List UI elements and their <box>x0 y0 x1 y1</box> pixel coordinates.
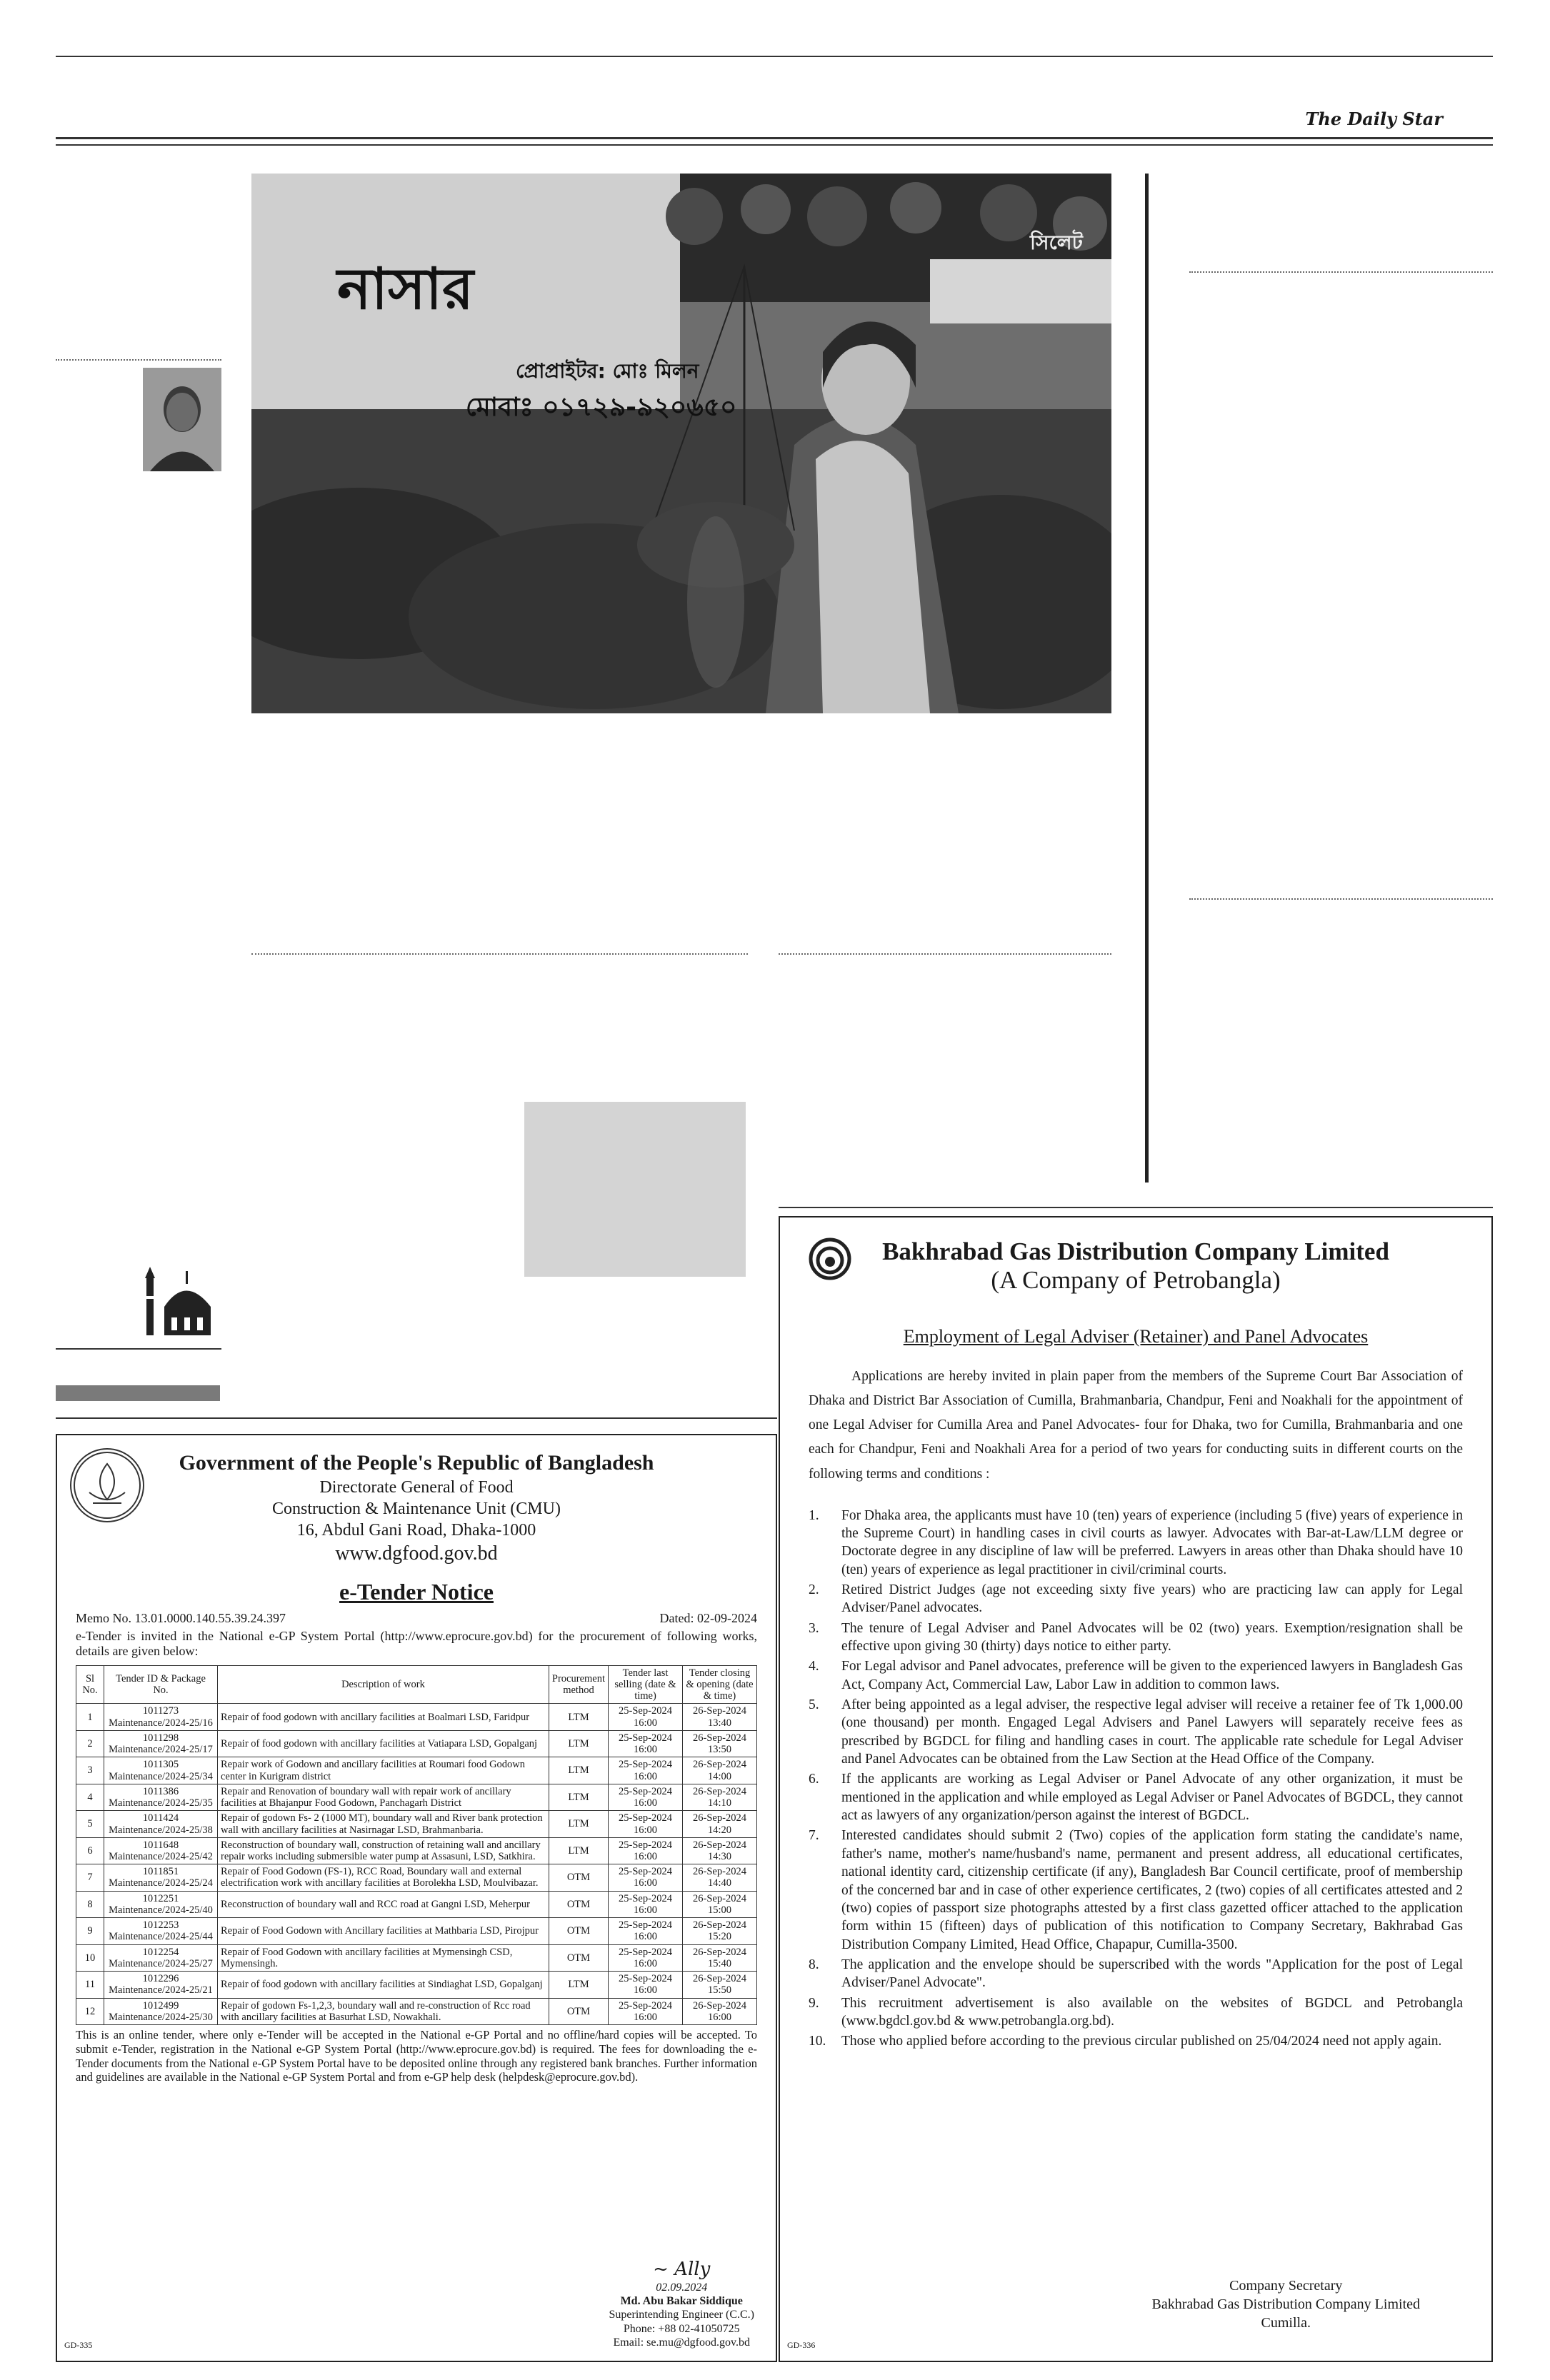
term-item <box>809 1827 1463 1953</box>
cell-method: LTM <box>549 1811 608 1837</box>
cell-closing: 26-Sep-2024 15:40 <box>683 1944 757 1971</box>
cell-tender-id: 1011851 Maintenance/2024-25/24 <box>104 1864 218 1891</box>
table-row <box>76 1784 757 1810</box>
gov-website: www.dgfood.gov.bd <box>335 1542 498 1565</box>
right-divider-2 <box>1189 898 1493 900</box>
mosque-icon <box>143 1257 221 1339</box>
cell-tender-id: 1011648 Maintenance/2024-25/42 <box>104 1837 218 1864</box>
cell-tender-id: 1011305 Maintenance/2024-25/34 <box>104 1757 218 1784</box>
cell-closing: 26-Sep-2024 14:10 <box>683 1784 757 1810</box>
author-avatar <box>143 368 221 471</box>
cell-tender-id: 1012254 Maintenance/2024-25/27 <box>104 1944 218 1971</box>
cell-sl: 7 <box>76 1864 104 1891</box>
cell-closing: 26-Sep-2024 14:00 <box>683 1757 757 1784</box>
cell-last-selling: 25-Sep-2024 16:00 <box>609 1784 683 1810</box>
table-row <box>76 1704 757 1730</box>
term-item <box>809 2032 1463 2050</box>
term-text: Those who applied before according to the previous circular published on 25/04/2024 need not apply again. <box>841 2034 1442 2049</box>
term-number: 2. <box>809 1582 819 1597</box>
col-sl: Sl No. <box>76 1665 104 1704</box>
term-number: 5. <box>809 1697 819 1713</box>
table-row <box>76 1864 757 1891</box>
cell-method: OTM <box>549 1944 608 1971</box>
cell-tender-id: 1011298 Maintenance/2024-25/17 <box>104 1730 218 1757</box>
tender-intro: e-Tender is invited in the National e-GP System Portal (http://www.eprocure.gov.bd) for the procurement of following works, details are given below: <box>76 1628 757 1659</box>
gas-company-name: Bakhrabad Gas Distribution Company Limited <box>882 1237 1389 1265</box>
term-number: 1. <box>809 1507 819 1523</box>
cell-tender-id: 1012251 Maintenance/2024-25/40 <box>104 1891 218 1917</box>
term-number: 8. <box>809 1957 819 1972</box>
gov-ad-code: GD-335 <box>64 2340 93 2350</box>
term-number: 6. <box>809 1772 819 1787</box>
cell-sl: 12 <box>76 1998 104 2024</box>
handwritten-signature: ~ Ally <box>653 2258 711 2280</box>
right-bottom-rule <box>779 1207 1493 1208</box>
banner-proprietor: প্রোপ্রাইটর: মোঃ মিলন <box>516 359 699 383</box>
cell-method: LTM <box>549 1757 608 1784</box>
term-item <box>809 1994 1463 2031</box>
cell-description: Repair of godown Fs-1,2,3, boundary wall and re-construction of Rcc road with ancillary facilities at Basurhat LSD, Nowakhali. <box>218 1998 549 2024</box>
gas-subtitle: (A Company of Petrobangla) <box>991 1266 1281 1294</box>
cell-closing: 26-Sep-2024 15:50 <box>683 1972 757 1998</box>
cell-method: OTM <box>549 1998 608 2024</box>
cell-sl: 5 <box>76 1811 104 1837</box>
term-text: Interested candidates should submit 2 (Two) copies of the application form stating the candidate's name, father's name, mother's name/husband's name, permanent and present address, all educational certificates, national identity card, citizenship certificate (if any), Bangladesh Bar Council certificate, proof of membership of the concerned bar and in case of other experience certificates, 2 (two) copies of all certificates attested and 2 (two) copies of passport size photographs attested by a first class gazetted officer attached to the application form within 15 (fifteen) days of publication of this notification to Company Secretary, Bakhrabad Gas Distribution Company Limited, Head Office, Chapapur, Cumilla-3500. <box>841 1828 1463 1952</box>
gas-sign-company: Bakhrabad Gas Distribution Company Limited <box>1151 2296 1420 2312</box>
cell-closing: 26-Sep-2024 14:30 <box>683 1837 757 1864</box>
cell-tender-id: 1012499 Maintenance/2024-25/30 <box>104 1998 218 2024</box>
cell-tender-id: 1012296 Maintenance/2024-25/21 <box>104 1972 218 1998</box>
term-item <box>809 1696 1463 1768</box>
cell-description: Repair of food godown with ancillary facilities at Sindiaghat LSD, Gopalganj <box>218 1972 549 1998</box>
col-description: Description of work <box>218 1665 549 1704</box>
cell-method: LTM <box>549 1784 608 1810</box>
cell-closing: 26-Sep-2024 13:40 <box>683 1704 757 1730</box>
table-row <box>76 1918 757 1944</box>
term-item <box>809 1620 1463 1656</box>
gas-sign-title: Company Secretary <box>1229 2278 1343 2294</box>
signature-date: 02.09.2024 <box>656 2281 708 2294</box>
divider-mid-left <box>251 953 748 955</box>
cell-sl: 2 <box>76 1730 104 1757</box>
gas-recruitment-ad <box>779 1216 1493 2362</box>
term-item <box>809 1770 1463 1824</box>
tender-notice-title: e-Tender Notice <box>339 1578 494 1605</box>
cell-tender-id: 1011386 Maintenance/2024-25/35 <box>104 1784 218 1810</box>
cell-sl: 10 <box>76 1944 104 1971</box>
cell-method: LTM <box>549 1730 608 1757</box>
memo-number: Memo No. 13.01.0000.140.55.39.24.397 <box>76 1610 286 1625</box>
col-last-selling: Tender last selling (date & time) <box>609 1665 683 1704</box>
gas-intro: Applications are hereby invited in plain paper from the members of the Supreme Court Bar Association of Dhaka and District Bar Association of Cumilla, Brahmanbaria, Chandpur, Feni and Noakhali for the appointment of one Legal Adviser for Cumilla Area and Panel Advocates- four for Dhaka, two for Cumilla, Brahmanbaria and one each for Chandpur, Feni and Noakhali Area for a period of two years for conducting suits in different courts on the following terms and conditions : <box>809 1369 1463 1482</box>
cell-last-selling: 25-Sep-2024 16:00 <box>609 1944 683 1971</box>
cell-tender-id: 1012253 Maintenance/2024-25/44 <box>104 1918 218 1944</box>
divider-mid-right <box>779 953 1111 955</box>
cell-closing: 26-Sep-2024 13:50 <box>683 1730 757 1757</box>
cell-sl: 9 <box>76 1918 104 1944</box>
gas-heading: Employment of Legal Adviser (Retainer) and Panel Advocates <box>903 1326 1369 1347</box>
top-rule <box>56 56 1493 57</box>
gov-unit: Construction & Maintenance Unit (CMU) <box>272 1499 561 1518</box>
left-bottom-rule <box>56 1348 221 1350</box>
left-column-divider <box>56 359 221 361</box>
cell-last-selling: 25-Sep-2024 16:00 <box>609 1918 683 1944</box>
masthead: The Daily Star <box>1305 109 1443 129</box>
term-number: 7. <box>809 1828 819 1844</box>
term-item <box>809 1956 1463 1992</box>
bgdcl-logo-icon <box>809 1237 851 1280</box>
cell-sl: 1 <box>76 1704 104 1730</box>
term-item <box>809 1581 1463 1617</box>
memo-date: Dated: 02-09-2024 <box>659 1610 757 1625</box>
cell-description: Repair work of Godown and ancillary facilities at Roumari food Godown center in Kurigram district <box>218 1757 549 1784</box>
term-text: For Legal advisor and Panel advocates, preference will be given to the experienced lawyers in Bangladesh Gas Act, Company Act, Commercial Law, Labor Law in addition to common laws. <box>841 1659 1463 1692</box>
cell-sl: 6 <box>76 1837 104 1864</box>
term-text: For Dhaka area, the applicants must have 10 (ten) years of experience (including 5 (five) years of experience in the Supreme Court) in handling cases in civil courts as lawyer. Advocates with Bar-at-Law/LLM degree or Doctorate degree in any discipline of law will be preferred. Lawyers in areas other than Dhaka should have 10 (ten) years of experience as legal practitioner in civil/criminal courts. <box>841 1507 1463 1577</box>
header-rule-1 <box>56 137 1493 139</box>
cell-sl: 3 <box>76 1757 104 1784</box>
banner-location: সিলেট <box>1030 231 1083 254</box>
cell-description: Repair of food godown with ancillary facilities at Vatiapara LSD, Gopalganj <box>218 1730 549 1757</box>
col-closing: Tender closing & opening (date & time) <box>683 1665 757 1704</box>
gas-ad-code: GD-336 <box>787 2340 816 2350</box>
cell-tender-id: 1011273 Maintenance/2024-25/16 <box>104 1704 218 1730</box>
table-row <box>76 1837 757 1864</box>
cell-tender-id: 1011424 Maintenance/2024-25/38 <box>104 1811 218 1837</box>
cell-closing: 26-Sep-2024 15:00 <box>683 1891 757 1917</box>
ad-section-rule <box>56 1417 777 1419</box>
cell-closing: 26-Sep-2024 16:00 <box>683 1998 757 2024</box>
cell-last-selling: 25-Sep-2024 16:00 <box>609 1972 683 1998</box>
gov-title: Government of the People's Republic of Bangladesh <box>179 1451 654 1475</box>
cell-method: LTM <box>549 1972 608 1998</box>
table-row <box>76 1730 757 1757</box>
term-number: 3. <box>809 1620 819 1636</box>
table-row <box>76 1944 757 1971</box>
table-row <box>76 1811 757 1837</box>
cell-last-selling: 25-Sep-2024 16:00 <box>609 1998 683 2024</box>
cell-last-selling: 25-Sep-2024 16:00 <box>609 1704 683 1730</box>
cell-last-selling: 25-Sep-2024 16:00 <box>609 1837 683 1864</box>
cell-method: LTM <box>549 1837 608 1864</box>
grey-bar <box>56 1385 220 1401</box>
term-item <box>809 1657 1463 1694</box>
cell-closing: 26-Sep-2024 14:20 <box>683 1811 757 1837</box>
cell-closing: 26-Sep-2024 14:40 <box>683 1864 757 1891</box>
cell-description: Repair of Food Godown with Ancillary facilities at Mathbaria LSD, Pirojpur <box>218 1918 549 1944</box>
signer-name: Md. Abu Bakar Siddique <box>620 2295 743 2308</box>
tender-footnote: This is an online tender, where only e-Tender will be accepted in the National e-GP Portal and no offline/hard copies will be accepted. To submit e-Tender, registration in the National e-GP System Portal (http://www.eprocure.gov.bd) is required. The fees for downloading the e-Tender documents from the National e-GP System Portal have to be deposited online through any registered bank branches. Further information and guidelines are available in the National e-GP System Portal and from e-GP help desk (helpdesk@eprocure.gov.bd). <box>76 2028 757 2084</box>
gas-terms-list <box>809 1507 1463 2051</box>
term-item <box>809 1507 1463 1579</box>
table-row <box>76 1972 757 1998</box>
cell-method: LTM <box>549 1704 608 1730</box>
cell-description: Repair of Food Godown (FS-1), RCC Road, Boundary wall and external electrification work with ancillary facilities at Borolekha LSD, Moulvibazar. <box>218 1864 549 1891</box>
table-row <box>76 1757 757 1784</box>
cell-method: OTM <box>549 1891 608 1917</box>
header-rule-2 <box>56 144 1493 146</box>
cell-description: Repair of food godown with ancillary facilities at Boalmari LSD, Faridpur <box>218 1704 549 1730</box>
table-row <box>76 1998 757 2024</box>
signer-phone: Phone: +88 02-41050725 <box>623 2322 740 2335</box>
col-tender-id: Tender ID & Package No. <box>104 1665 218 1704</box>
cell-description: Reconstruction of boundary wall and RCC road at Gangni LSD, Meherpur <box>218 1891 549 1917</box>
cell-method: OTM <box>549 1918 608 1944</box>
cell-method: OTM <box>549 1864 608 1891</box>
table-row <box>76 1891 757 1917</box>
term-text: The tenure of Legal Adviser and Panel Advocates will be 02 (two) years. Exemption/resignation shall be effective upon giving 30 (thirty) days notice to either party. <box>841 1620 1463 1655</box>
column-rule <box>1145 174 1149 1183</box>
signer-email: Email: se.mu@dgfood.gov.bd <box>613 2336 750 2349</box>
cell-description: Repair of Food Godown with ancillary facilities at Mymensingh CSD, Mymensingh. <box>218 1944 549 1971</box>
cell-description: Repair and Renovation of boundary wall with repair work of ancillary facilities at Bhajanpur Food Godown, Panchagarh District <box>218 1784 549 1810</box>
gov-tender-ad <box>56 1434 777 2362</box>
term-text: If the applicants are working as Legal Adviser or Panel Advocate of any other organization, it must be mentioned in the application and while employed as Legal Adviser or Panel Advocates of BGDCL, they cannot act as lawyers of any organization/person against the interest of BGDCL. <box>841 1772 1463 1824</box>
cell-last-selling: 25-Sep-2024 16:00 <box>609 1757 683 1784</box>
placeholder-box <box>524 1102 746 1277</box>
cell-sl: 11 <box>76 1972 104 1998</box>
gov-signature-block <box>609 2259 754 2349</box>
col-method: Procurement method <box>549 1665 608 1704</box>
gov-address: 16, Abdul Gani Road, Dhaka-1000 <box>296 1520 536 1540</box>
cell-last-selling: 25-Sep-2024 16:00 <box>609 1811 683 1837</box>
nursery-photo <box>251 174 1111 713</box>
term-text: The application and the envelope should be superscribed with the words "Application for the post of Legal Adviser/Panel Advocate". <box>841 1957 1463 1991</box>
right-divider-1 <box>1189 271 1493 273</box>
term-number: 4. <box>809 1659 819 1674</box>
signer-title: Superintending Engineer (C.C.) <box>609 2309 754 2321</box>
cell-description: Reconstruction of boundary wall, construction of retaining wall and ancillary repair works including submersible water pump at Assasuni, LSD, Satkhira. <box>218 1837 549 1864</box>
cell-description: Repair of godown Fs- 2 (1000 MT), boundary wall and River bank protection wall with ancillary facilities at Nasirnagar LSD, Brahmanbaria. <box>218 1811 549 1837</box>
banner-mobile: মোবাঃ ০১৭২৯-৯২০৬৫০ <box>466 393 737 422</box>
cell-closing: 26-Sep-2024 15:20 <box>683 1918 757 1944</box>
cell-sl: 8 <box>76 1891 104 1917</box>
gov-directorate: Directorate General of Food <box>319 1477 514 1497</box>
cell-sl: 4 <box>76 1784 104 1810</box>
gas-sign-location: Cumilla. <box>1261 2315 1311 2331</box>
tender-table <box>76 1665 757 2025</box>
term-number: 10. <box>809 2034 826 2049</box>
term-text: After being appointed as a legal adviser, the respective legal adviser will receive a retainer fee of Tk 1,000.00 (one thousand) per month. Engaged Legal Advisers and Panel Lawyers will separately receive fees as prescribed by BGDCL for filing and handling cases in court. The applicable rate schedule for Legal Adviser and Panel Advocates can be obtained from the Law Section at the Head Office of the Company. <box>841 1697 1463 1767</box>
banner-word: নাসার <box>337 256 474 322</box>
term-text: This recruitment advertisement is also available on the websites of BGDCL and Petrobangla (www.bgdcl.gov.bd & www.petrobangla.org.bd). <box>841 1995 1463 2029</box>
government-emblem-icon <box>70 1448 144 1522</box>
term-text: Retired District Judges (age not exceeding sixty five years) who are practicing law can apply for Legal Adviser/Panel advocates. <box>841 1582 1463 1616</box>
cell-last-selling: 25-Sep-2024 16:00 <box>609 1891 683 1917</box>
cell-last-selling: 25-Sep-2024 16:00 <box>609 1730 683 1757</box>
gas-signature-block <box>1152 2276 1421 2332</box>
term-number: 9. <box>809 1995 819 2011</box>
cell-last-selling: 25-Sep-2024 16:00 <box>609 1864 683 1891</box>
